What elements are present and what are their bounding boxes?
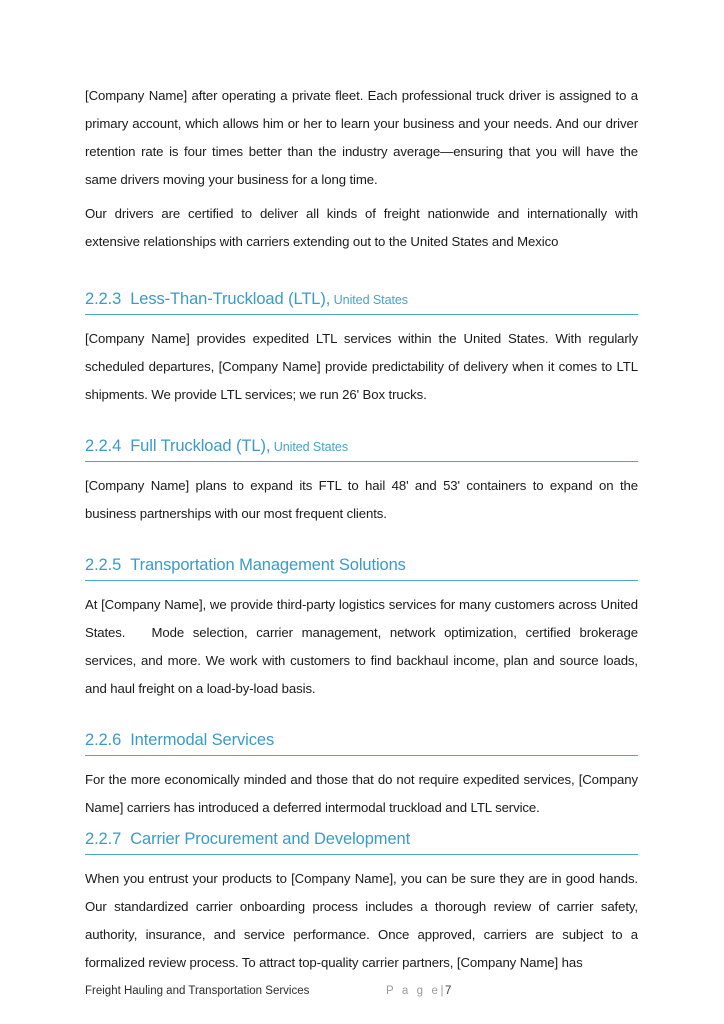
- heading-subtitle: United States: [330, 293, 408, 307]
- section-spacer: [85, 703, 638, 729]
- section-heading-2-2-4: [85, 435, 638, 462]
- page-content: [85, 82, 642, 977]
- heading-title: Transportation Management Solutions: [130, 556, 406, 574]
- section-spacer: [85, 528, 638, 554]
- section-heading-2-2-3: [85, 288, 638, 315]
- paragraph-full-truckload: [Company Name] plans to expand its FTL to hail 48' and 53' containers to expand on the business partnerships with our most frequent clients.: [85, 478, 642, 521]
- heading-body-spacer: [85, 756, 638, 766]
- heading-title: Full Truckload (TL),: [130, 437, 271, 455]
- heading-number: 2.2.6: [85, 731, 122, 749]
- footer-document-title: Freight Hauling and Transportation Services: [85, 985, 310, 997]
- paragraph-ltl: [Company Name] provides expedited LTL services within the United States. With regularly scheduled departures, [Company Name] provide predictability of delivery when it comes to LTL shipments. We provide LTL services; we run 26' Box trucks.: [85, 331, 642, 402]
- heading-body-spacer: [85, 855, 638, 865]
- heading-line: [85, 729, 638, 755]
- paragraph-intermodal: For the more economically minded and those that do not require expedited services, [Company Name] carriers has introduced a deferred intermodal truckload and LTL service.: [85, 772, 642, 815]
- section-spacer: [85, 256, 638, 288]
- heading-title: Intermodal Services: [130, 731, 275, 749]
- page-footer: [85, 983, 638, 1003]
- paragraph-tms: At [Company Name], we provide third-party logistics services for many customers across United States. Mode selection, carrier management, network optimization, certified brokerage services, and more. We work with customers to find backhaul income, plan and source loads, and haul freight on a load-by-load basis.: [85, 597, 642, 696]
- heading-number: 2.2.4: [85, 437, 122, 455]
- heading-title: Carrier Procurement and Development: [130, 830, 411, 848]
- heading-line: [85, 435, 638, 461]
- heading-title: Less-Than-Truckload (LTL),: [130, 290, 331, 308]
- footer-page-word: P a g e: [386, 985, 441, 997]
- heading-line: [85, 288, 638, 314]
- section-heading-2-2-7: [85, 828, 638, 855]
- heading-body-spacer: [85, 581, 638, 591]
- heading-line: [85, 828, 638, 854]
- heading-subtitle: United States: [270, 440, 349, 454]
- paragraph-drivers-certified: Our drivers are certified to deliver all kinds of freight nationwide and internationally with extensive relationships with carriers extending out to the United States and Mexico: [85, 206, 642, 249]
- heading-line: [85, 554, 638, 580]
- footer-page-indicator: [386, 983, 451, 999]
- heading-number: 2.2.5: [85, 556, 122, 574]
- paragraph-intro-continued: [Company Name] after operating a private fleet. Each professional truck driver is assigned to a primary account, which allows him or her to learn your business and your needs. And our driver retention rate is four times better than the industry average—ensuring that you will have the same drivers moving your business for a long time.: [85, 88, 642, 187]
- footer-page-number: 7: [444, 985, 452, 997]
- heading-number: 2.2.7: [85, 830, 122, 848]
- section-heading-2-2-5: [85, 554, 638, 581]
- section-spacer: [85, 409, 638, 435]
- footer-page-separator: |: [440, 985, 445, 997]
- paragraph-carrier-procurement: When you entrust your products to [Company Name], you can be sure they are in good hands. Our standardized carrier onboarding process includes a thorough review of carrier safety, authority, insurance, and service performance. Once approved, carriers are subject to a formalized review process. To attract top-quality carrier partners, [Company Name] has: [85, 871, 642, 970]
- heading-body-spacer: [85, 462, 638, 472]
- heading-body-spacer: [85, 315, 638, 325]
- section-heading-2-2-6: [85, 729, 638, 756]
- heading-number: 2.2.3: [85, 290, 122, 308]
